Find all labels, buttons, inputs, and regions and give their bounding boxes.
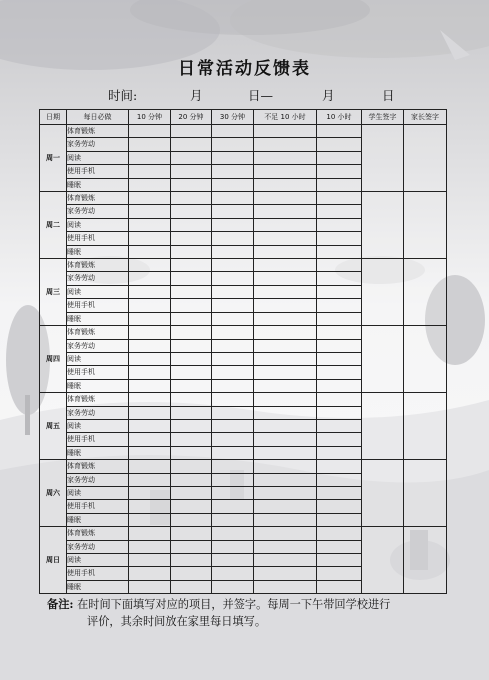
time-entry-cell[interactable]: [171, 500, 212, 513]
time-entry-cell[interactable]: [317, 446, 362, 459]
time-entry-cell[interactable]: [212, 567, 254, 580]
student-sign-cell[interactable]: [362, 527, 404, 594]
activity-cell: 睡眠: [67, 245, 129, 258]
time-entry-cell[interactable]: [129, 460, 171, 473]
time-entry-cell[interactable]: [212, 527, 254, 540]
activity-cell: 阅读: [67, 419, 129, 432]
time-entry-cell[interactable]: [212, 406, 254, 419]
student-sign-cell[interactable]: [362, 259, 404, 326]
time-entry-cell[interactable]: [129, 259, 171, 272]
time-entry-cell[interactable]: [212, 259, 254, 272]
time-entry-cell[interactable]: [129, 406, 171, 419]
time-entry-cell[interactable]: [254, 205, 317, 218]
time-entry-cell[interactable]: [212, 486, 254, 499]
column-header: 学生签字: [362, 110, 404, 125]
time-entry-cell[interactable]: [171, 540, 212, 553]
day-cell: 周四: [40, 326, 67, 393]
parent-sign-cell[interactable]: [404, 259, 447, 326]
time-entry-cell[interactable]: [212, 165, 254, 178]
time-entry-cell[interactable]: [129, 580, 171, 593]
time-entry-cell[interactable]: [171, 285, 212, 298]
time-entry-cell[interactable]: [212, 500, 254, 513]
time-entry-cell[interactable]: [129, 326, 171, 339]
day-cell: 周三: [40, 259, 67, 326]
activity-cell: 睡眠: [67, 580, 129, 593]
time-entry-cell[interactable]: [129, 218, 171, 231]
activity-cell: 使用手机: [67, 165, 129, 178]
student-sign-cell[interactable]: [362, 125, 404, 192]
time-entry-cell[interactable]: [254, 326, 317, 339]
time-entry-cell[interactable]: [129, 285, 171, 298]
time-entry-cell[interactable]: [317, 460, 362, 473]
time-entry-cell[interactable]: [212, 205, 254, 218]
time-entry-cell[interactable]: [254, 540, 317, 553]
time-entry-cell[interactable]: [171, 513, 212, 526]
activity-cell: 家务劳动: [67, 339, 129, 352]
activity-cell: 阅读: [67, 352, 129, 365]
parent-sign-cell[interactable]: [404, 192, 447, 259]
time-entry-cell[interactable]: [171, 138, 212, 151]
time-entry-cell[interactable]: [171, 419, 212, 432]
table-row: [40, 460, 447, 473]
activity-cell: 阅读: [67, 218, 129, 231]
student-sign-cell[interactable]: [362, 460, 404, 527]
time-entry-cell[interactable]: [317, 393, 362, 406]
time-entry-cell[interactable]: [254, 513, 317, 526]
table-row: [40, 527, 447, 540]
note: [47, 596, 467, 630]
time-entry-cell[interactable]: [212, 245, 254, 258]
activity-cell: 阅读: [67, 486, 129, 499]
time-entry-cell[interactable]: [129, 125, 171, 138]
time-entry-cell[interactable]: [171, 326, 212, 339]
time-entry-cell[interactable]: [129, 232, 171, 245]
time-entry-cell[interactable]: [254, 366, 317, 379]
activity-cell: 睡眠: [67, 178, 129, 191]
parent-sign-cell[interactable]: [404, 326, 447, 393]
time-entry-cell[interactable]: [129, 312, 171, 325]
activity-cell: 家务劳动: [67, 272, 129, 285]
time-entry-cell[interactable]: [317, 419, 362, 432]
time-entry-cell[interactable]: [212, 393, 254, 406]
time-entry-cell[interactable]: [171, 218, 212, 231]
column-header: 10 分钟: [129, 110, 171, 125]
time-entry-cell[interactable]: [317, 379, 362, 392]
time-entry-cell[interactable]: [212, 272, 254, 285]
time-entry-cell[interactable]: [254, 259, 317, 272]
time-entry-cell[interactable]: [129, 245, 171, 258]
time-entry-cell[interactable]: [129, 513, 171, 526]
time-entry-cell[interactable]: [171, 486, 212, 499]
time-entry-cell[interactable]: [171, 125, 212, 138]
student-sign-cell[interactable]: [362, 192, 404, 259]
activity-cell: 阅读: [67, 151, 129, 164]
time-entry-cell[interactable]: [254, 125, 317, 138]
time-entry-cell[interactable]: [171, 567, 212, 580]
time-entry-cell[interactable]: [212, 285, 254, 298]
day-cell: 周六: [40, 460, 67, 527]
time-entry-cell[interactable]: [171, 433, 212, 446]
table-body: [40, 125, 447, 594]
time-entry-cell[interactable]: [212, 379, 254, 392]
time-entry-cell[interactable]: [317, 540, 362, 553]
time-entry-cell[interactable]: [317, 366, 362, 379]
parent-sign-cell[interactable]: [404, 460, 447, 527]
activity-cell: 睡眠: [67, 379, 129, 392]
time-entry-cell[interactable]: [129, 138, 171, 151]
time-entry-cell[interactable]: [212, 192, 254, 205]
time-entry-cell[interactable]: [317, 473, 362, 486]
activity-cell: 使用手机: [67, 567, 129, 580]
time-entry-cell[interactable]: [171, 178, 212, 191]
time-entry-cell[interactable]: [129, 540, 171, 553]
time-entry-cell[interactable]: [212, 178, 254, 191]
activity-cell: 使用手机: [67, 366, 129, 379]
time-entry-cell[interactable]: [171, 192, 212, 205]
column-header: 日期: [40, 110, 67, 125]
time-entry-cell[interactable]: [171, 379, 212, 392]
table-row: [40, 259, 447, 272]
time-entry-cell[interactable]: [171, 259, 212, 272]
time-entry-cell[interactable]: [171, 473, 212, 486]
time-entry-cell[interactable]: [254, 406, 317, 419]
time-entry-cell[interactable]: [317, 165, 362, 178]
time-entry-cell[interactable]: [317, 205, 362, 218]
time-entry-cell[interactable]: [317, 151, 362, 164]
time-entry-cell[interactable]: [254, 567, 317, 580]
time-entry-cell[interactable]: [317, 138, 362, 151]
note-label: 备注:: [47, 597, 74, 611]
activity-cell: 家务劳动: [67, 406, 129, 419]
time-entry-cell[interactable]: [317, 178, 362, 191]
note-line-1: 在时间下面填写对应的项目，并签字。每周一下午带回学校进行: [77, 598, 391, 611]
time-entry-cell[interactable]: [129, 352, 171, 365]
time-entry-cell[interactable]: [254, 272, 317, 285]
time-entry-cell[interactable]: [171, 232, 212, 245]
time-entry-cell[interactable]: [212, 366, 254, 379]
time-entry-cell[interactable]: [129, 272, 171, 285]
table-row: [40, 393, 447, 406]
time-entry-cell[interactable]: [171, 245, 212, 258]
time-entry-cell[interactable]: [129, 366, 171, 379]
time-entry-cell[interactable]: [171, 393, 212, 406]
time-entry-cell[interactable]: [129, 486, 171, 499]
time-entry-cell[interactable]: [254, 312, 317, 325]
time-entry-cell[interactable]: [317, 500, 362, 513]
time-entry-cell[interactable]: [317, 352, 362, 365]
time-entry-cell[interactable]: [254, 446, 317, 459]
activity-cell: 睡眠: [67, 446, 129, 459]
activity-cell: 睡眠: [67, 513, 129, 526]
time-entry-cell[interactable]: [212, 151, 254, 164]
activity-cell: 家务劳动: [67, 138, 129, 151]
activity-cell: 家务劳动: [67, 205, 129, 218]
time-entry-cell[interactable]: [171, 272, 212, 285]
time-entry-cell[interactable]: [212, 554, 254, 567]
time-entry-cell[interactable]: [212, 125, 254, 138]
time-entry-cell[interactable]: [317, 285, 362, 298]
time-entry-cell[interactable]: [254, 218, 317, 231]
time-entry-cell[interactable]: [129, 554, 171, 567]
feedback-table: [39, 109, 447, 594]
time-entry-cell[interactable]: [212, 339, 254, 352]
time-entry-cell[interactable]: [317, 245, 362, 258]
time-entry-cell[interactable]: [254, 486, 317, 499]
time-entry-cell[interactable]: [129, 446, 171, 459]
time-entry-cell[interactable]: [254, 527, 317, 540]
time-entry-cell[interactable]: [212, 312, 254, 325]
time-entry-cell[interactable]: [129, 567, 171, 580]
time-entry-cell[interactable]: [129, 339, 171, 352]
time-entry-cell[interactable]: [129, 500, 171, 513]
time-entry-cell[interactable]: [254, 352, 317, 365]
time-entry-cell[interactable]: [171, 165, 212, 178]
note-line-2: 评价，其余时间放在家里每日填写。: [87, 615, 267, 628]
time-entry-cell[interactable]: [129, 178, 171, 191]
activity-cell: 体育锻炼: [67, 125, 129, 138]
time-entry-cell[interactable]: [129, 151, 171, 164]
time-entry-cell[interactable]: [317, 272, 362, 285]
table-row: [40, 326, 447, 339]
time-entry-cell[interactable]: [171, 205, 212, 218]
time-entry-cell[interactable]: [317, 567, 362, 580]
time-entry-cell[interactable]: [212, 540, 254, 553]
time-entry-cell[interactable]: [317, 192, 362, 205]
day-cell: 周二: [40, 192, 67, 259]
page-title: 日常活动反馈表: [178, 59, 311, 79]
time-entry-cell[interactable]: [254, 500, 317, 513]
time-entry-cell[interactable]: [317, 513, 362, 526]
time-entry-cell[interactable]: [317, 580, 362, 593]
column-header: 10 小时: [317, 110, 362, 125]
time-entry-cell[interactable]: [171, 352, 212, 365]
time-entry-cell[interactable]: [171, 299, 212, 312]
activity-cell: 体育锻炼: [67, 192, 129, 205]
time-entry-cell[interactable]: [171, 151, 212, 164]
time-entry-cell[interactable]: [317, 326, 362, 339]
time-entry-cell[interactable]: [212, 352, 254, 365]
activity-cell: 体育锻炼: [67, 393, 129, 406]
time-entry-cell[interactable]: [254, 245, 317, 258]
time-month-1: 月: [190, 88, 203, 103]
parent-sign-cell[interactable]: [404, 393, 447, 460]
time-entry-cell[interactable]: [317, 433, 362, 446]
time-entry-cell[interactable]: [254, 433, 317, 446]
time-entry-cell[interactable]: [212, 473, 254, 486]
parent-sign-cell[interactable]: [404, 125, 447, 192]
time-line: [108, 86, 438, 104]
column-header: 30 分钟: [212, 110, 254, 125]
column-header: 20 分钟: [171, 110, 212, 125]
time-entry-cell[interactable]: [254, 473, 317, 486]
time-day-to: 日—: [248, 88, 274, 103]
time-entry-cell[interactable]: [212, 218, 254, 231]
parent-sign-cell[interactable]: [404, 527, 447, 594]
time-entry-cell[interactable]: [317, 554, 362, 567]
activity-cell: 睡眠: [67, 312, 129, 325]
time-entry-cell[interactable]: [129, 393, 171, 406]
table-row: [40, 192, 447, 205]
time-entry-cell[interactable]: [254, 138, 317, 151]
time-entry-cell[interactable]: [254, 419, 317, 432]
time-entry-cell[interactable]: [129, 379, 171, 392]
time-entry-cell[interactable]: [212, 580, 254, 593]
activity-cell: 使用手机: [67, 433, 129, 446]
time-entry-cell[interactable]: [171, 580, 212, 593]
time-entry-cell[interactable]: [171, 527, 212, 540]
table-header-row: [40, 110, 447, 125]
time-entry-cell[interactable]: [212, 513, 254, 526]
column-header: 每日必做: [67, 110, 129, 125]
activity-cell: 阅读: [67, 285, 129, 298]
time-entry-cell[interactable]: [171, 312, 212, 325]
time-entry-cell[interactable]: [254, 554, 317, 567]
time-entry-cell[interactable]: [317, 125, 362, 138]
time-entry-cell[interactable]: [171, 460, 212, 473]
day-cell: 周一: [40, 125, 67, 192]
time-entry-cell[interactable]: [254, 192, 317, 205]
activity-cell: 家务劳动: [67, 540, 129, 553]
time-entry-cell[interactable]: [171, 406, 212, 419]
activity-cell: 体育锻炼: [67, 527, 129, 540]
column-header: 家长签字: [404, 110, 447, 125]
time-entry-cell[interactable]: [171, 339, 212, 352]
column-header: 不足 10 小时: [254, 110, 317, 125]
time-entry-cell[interactable]: [317, 218, 362, 231]
activity-cell: 阅读: [67, 554, 129, 567]
time-entry-cell[interactable]: [317, 486, 362, 499]
time-entry-cell[interactable]: [212, 232, 254, 245]
time-entry-cell[interactable]: [317, 232, 362, 245]
time-day-2: 日: [382, 88, 395, 103]
time-entry-cell[interactable]: [254, 393, 317, 406]
student-sign-cell[interactable]: [362, 326, 404, 393]
time-entry-cell[interactable]: [254, 299, 317, 312]
time-entry-cell[interactable]: [254, 339, 317, 352]
time-entry-cell[interactable]: [317, 299, 362, 312]
time-entry-cell[interactable]: [212, 460, 254, 473]
time-entry-cell[interactable]: [317, 527, 362, 540]
time-entry-cell[interactable]: [129, 165, 171, 178]
time-entry-cell[interactable]: [129, 433, 171, 446]
time-entry-cell[interactable]: [254, 151, 317, 164]
activity-cell: 体育锻炼: [67, 326, 129, 339]
time-entry-cell[interactable]: [212, 326, 254, 339]
time-entry-cell[interactable]: [317, 259, 362, 272]
time-entry-cell[interactable]: [129, 527, 171, 540]
day-cell: 周日: [40, 527, 67, 594]
time-entry-cell[interactable]: [254, 580, 317, 593]
time-entry-cell[interactable]: [317, 406, 362, 419]
time-entry-cell[interactable]: [254, 285, 317, 298]
activity-cell: 家务劳动: [67, 473, 129, 486]
time-month-2: 月: [322, 88, 335, 103]
time-entry-cell[interactable]: [129, 299, 171, 312]
time-entry-cell[interactable]: [212, 433, 254, 446]
time-entry-cell[interactable]: [129, 192, 171, 205]
time-label: 时间:: [108, 88, 138, 103]
time-entry-cell[interactable]: [254, 178, 317, 191]
time-entry-cell[interactable]: [212, 419, 254, 432]
time-entry-cell[interactable]: [171, 366, 212, 379]
student-sign-cell[interactable]: [362, 393, 404, 460]
time-entry-cell[interactable]: [129, 473, 171, 486]
time-entry-cell[interactable]: [254, 232, 317, 245]
activity-cell: 使用手机: [67, 299, 129, 312]
day-cell: 周五: [40, 393, 67, 460]
activity-cell: 使用手机: [67, 500, 129, 513]
time-entry-cell[interactable]: [171, 554, 212, 567]
activity-cell: 体育锻炼: [67, 460, 129, 473]
time-entry-cell[interactable]: [254, 165, 317, 178]
table-row: [40, 125, 447, 138]
time-entry-cell[interactable]: [254, 379, 317, 392]
activity-cell: 使用手机: [67, 232, 129, 245]
time-entry-cell[interactable]: [212, 138, 254, 151]
time-entry-cell[interactable]: [129, 205, 171, 218]
time-entry-cell[interactable]: [212, 446, 254, 459]
time-entry-cell[interactable]: [212, 299, 254, 312]
time-entry-cell[interactable]: [129, 419, 171, 432]
time-entry-cell[interactable]: [317, 312, 362, 325]
activity-cell: 体育锻炼: [67, 259, 129, 272]
time-entry-cell[interactable]: [171, 446, 212, 459]
time-entry-cell[interactable]: [254, 460, 317, 473]
time-entry-cell[interactable]: [317, 339, 362, 352]
